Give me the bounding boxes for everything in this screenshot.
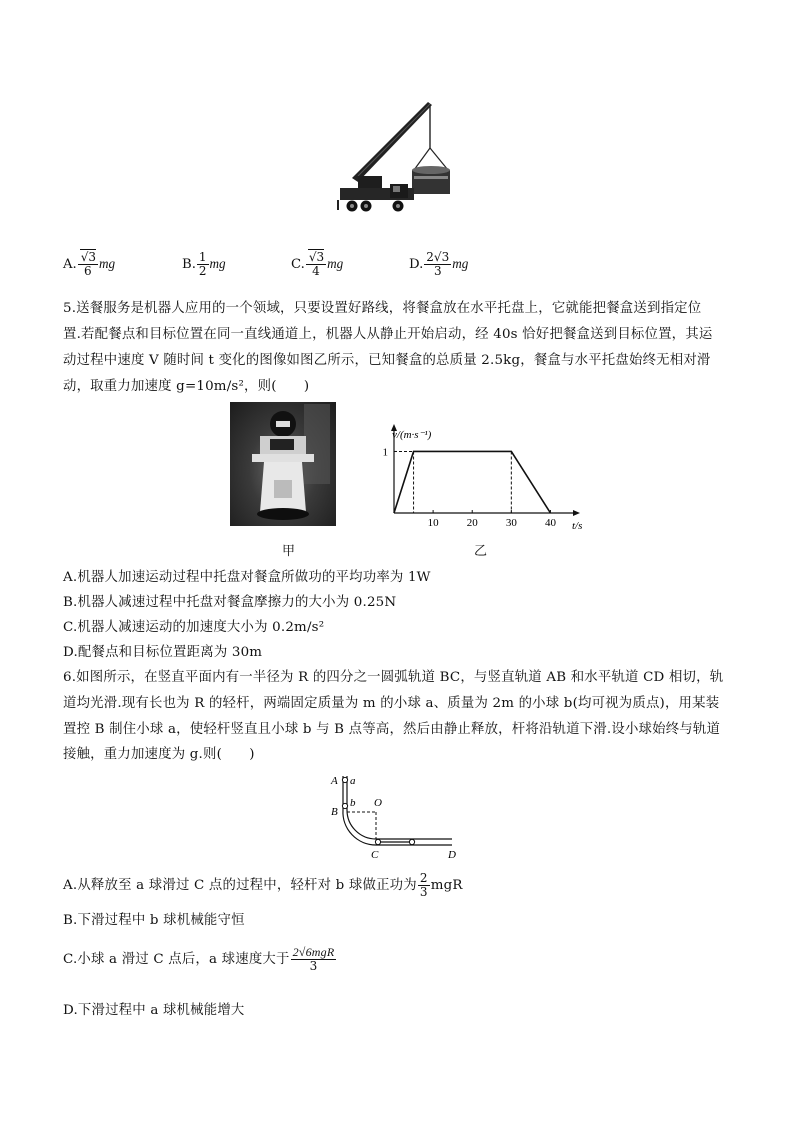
q6-option-b: B.下滑过程中 b 球机械能守恒 <box>63 913 245 928</box>
robot-photo <box>230 402 336 526</box>
label-b: b <box>350 797 356 809</box>
fig-yi-caption: 乙 <box>474 544 488 559</box>
y-tick-label: 1 <box>382 446 388 459</box>
q5-line-1: 5.送餐服务是机器人应用的一个领域，只要设置好路线，将餐盒放在水平托盘上，它就能把餐盒送到指定位 <box>63 301 702 316</box>
x-tick-label: 40 <box>544 517 556 529</box>
label-O: O <box>374 797 382 809</box>
x-tick-label: 20 <box>466 517 478 529</box>
y-axis-label: v/(m·s⁻¹) <box>392 429 432 441</box>
q4-option-b: B. $\frac{1}{2}$ mg <box>182 250 226 278</box>
q5-option-a: A.机器人加速运动过程中托盘对餐盒所做功的平均功率为 1W <box>63 570 431 585</box>
vt-labels <box>383 429 583 532</box>
ball-b-top <box>342 803 347 808</box>
robot-illustration <box>230 402 336 526</box>
q6-line-4: 接触，重力加速度为 g.则( ) <box>63 747 255 762</box>
q6-option-d: D.下滑过程中 a 球机械能增大 <box>63 1003 245 1018</box>
label-D: D <box>448 849 456 861</box>
x-tick-label: 30 <box>505 517 517 529</box>
q4-option-c: C. $\frac{√3}{4}$ mg <box>291 250 344 278</box>
x-axis-label: t/s <box>572 520 582 532</box>
vt-series <box>394 451 550 513</box>
vt-graph <box>372 420 582 532</box>
q6-option-c: C.小球 a 滑过 C 点后，a 球速度大于 $\frac{\text{2√6mgR}}{3}$ <box>63 945 335 973</box>
q5-option-c: C.机器人减速运动的加速度大小为 0.2m/s² <box>63 620 325 635</box>
label-a: a <box>350 775 356 787</box>
q4-option-a: A. $\frac{√3}{6}$ mg <box>63 250 116 278</box>
label-C: C <box>371 849 379 861</box>
q6-line-3: 置控 B 制住小球 a，使轻杆竖直且小球 b 与 B 点等高，然后由静止释放，杆将沿轨道下滑.设小球始终与轨道 <box>63 722 721 737</box>
x-tick-label: 10 <box>427 517 439 529</box>
q6-line-2: 道均光滑.现有长也为 R 的轻杆，两端固定质量为 m 的小球 a、质量为 2m 的小球 b(均可视为质点)，用某装 <box>63 696 720 711</box>
q4-option-d: D. $\frac{2√3}{3}$ mg <box>409 250 469 278</box>
ball-c <box>375 839 380 844</box>
x-axis-arrow <box>573 510 580 516</box>
q5-line-2: 置.若配餐点和目标位置在同一直线通道上，机器人从静止开始启动，经 40s 恰好把餐盒送到目标位置，其运 <box>63 327 713 342</box>
vt-line <box>394 451 550 513</box>
ball-d <box>409 839 414 844</box>
vt-guides <box>394 451 511 513</box>
q5-option-b: B.机器人减速过程中托盘对餐盒摩擦力的大小为 0.25N <box>63 595 397 610</box>
label-A: A <box>331 775 338 787</box>
q5-option-d: D.配餐点和目标位置距离为 30m <box>63 645 263 660</box>
label-B: B <box>331 806 338 818</box>
crane-figure <box>334 96 462 222</box>
fig-jia-caption: 甲 <box>282 544 296 559</box>
q6-option-a: A.从释放至 a 球滑过 C 点的过程中，轻杆对 b 球做正功为 $\frac{2}{3}$ mgR <box>63 871 463 899</box>
q5-line-3: 动过程中速度 V 随时间 t 变化的图像如图乙所示，已知餐盒的总质量 2.5kg，餐盒与水平托盘始终无相对滑 <box>63 353 711 368</box>
q6-line-1: 6.如图所示，在竖直平面内有一半径为 R 的四分之一圆弧轨道 BC，与竖直轨道 AB 和水平轨道 CD 相切，轨 <box>63 670 724 685</box>
q5-line-4: 动，取重力加速度 g=10m/s²，则( ) <box>63 379 310 394</box>
ball-a-top <box>342 777 347 782</box>
track-diagram <box>324 768 464 864</box>
